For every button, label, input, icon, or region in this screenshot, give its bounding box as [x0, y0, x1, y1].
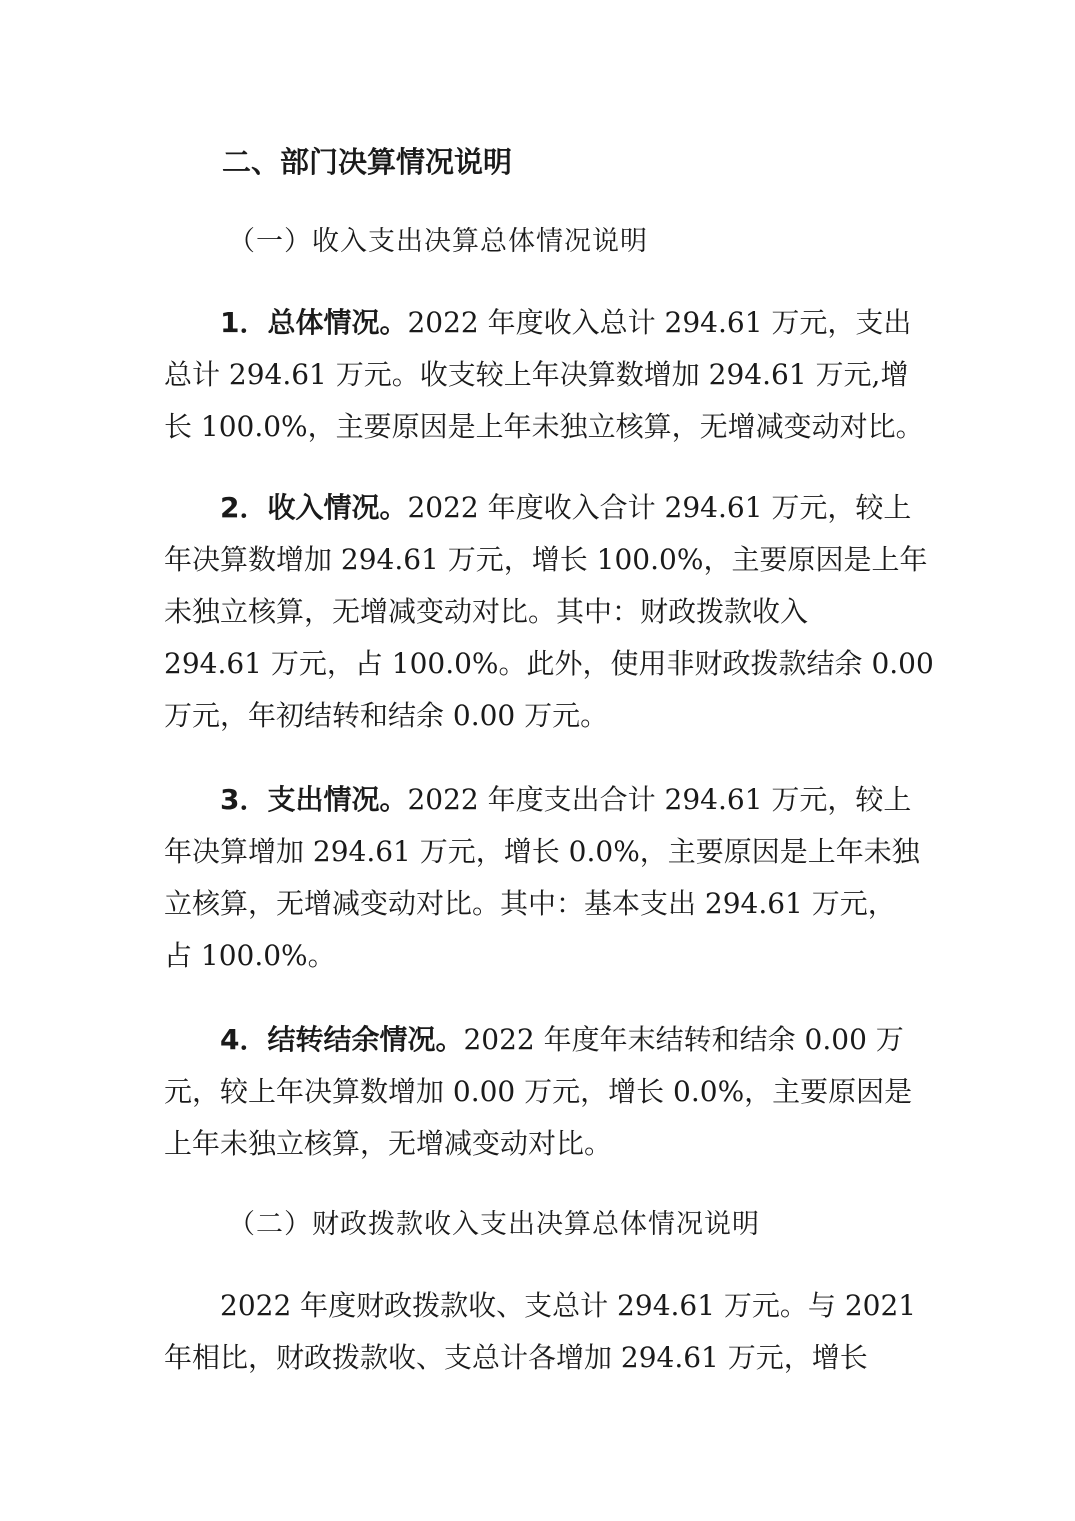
paragraph-text: 占 100.0%。	[164, 939, 336, 972]
paragraph-lead: 4．结转结余情况。	[220, 1023, 464, 1056]
paragraph-text: 年决算增加 294.61 万元，增长 0.0%，主要原因是上年未独	[164, 835, 920, 868]
paragraph-expenditure	[164, 774, 924, 982]
paragraph-overall	[164, 297, 924, 453]
paragraph-text: 2022 年度收入总计 294.61 万元，支出	[407, 306, 912, 339]
subsection-title-2: （二）财政拨款收入支出决算总体情况说明	[228, 1209, 760, 1240]
paragraph-income	[164, 482, 934, 742]
paragraph-text: 上年未独立核算，无增减变动对比。	[164, 1127, 613, 1160]
paragraph-text: 长 100.0%，主要原因是上年未独立核算，无增减变动对比。	[164, 410, 924, 443]
paragraph-text: 2022 年度年末结转和结余 0.00 万	[463, 1023, 904, 1056]
paragraph-text: 2022 年度财政拨款收、支总计 294.61 万元。与 2021	[220, 1289, 917, 1322]
paragraph-text: 元，较上年决算数增加 0.00 万元，增长 0.0%，主要原因是	[164, 1075, 913, 1108]
section-heading: 二、部门决算情况说明	[222, 145, 513, 179]
paragraph-text: 总计 294.61 万元。收支较上年决算数增加 294.61 万元,增	[164, 358, 909, 391]
paragraph-lead: 2．收入情况。	[220, 491, 408, 524]
paragraph-text: 年决算数增加 294.61 万元，增长 100.0%，主要原因是上年	[164, 543, 928, 576]
paragraph-text: 2022 年度支出合计 294.61 万元，较上	[407, 783, 912, 816]
paragraph-text: 未独立核算，无增减变动对比。其中：财政拨款收入	[164, 595, 809, 628]
paragraph-fiscal-appropriation	[164, 1280, 924, 1384]
paragraph-text: 年相比，财政拨款收、支总计各增加 294.61 万元，增长	[164, 1341, 868, 1374]
paragraph-text: 万元，年初结转和结余 0.00 万元。	[164, 699, 609, 732]
paragraph-text: 2022 年度收入合计 294.61 万元，较上	[407, 491, 912, 524]
paragraph-lead: 3．支出情况。	[220, 783, 408, 816]
paragraph-lead: 1．总体情况。	[220, 306, 408, 339]
paragraph-text: 立核算，无增减变动对比。其中：基本支出 294.61 万元，	[164, 887, 896, 920]
paragraph-text: 294.61 万元，占 100.0%。此外，使用非财政拨款结余 0.00	[164, 647, 934, 680]
paragraph-carryover	[164, 1014, 924, 1170]
subsection-title-1: （一）收入支出决算总体情况说明	[228, 226, 648, 257]
